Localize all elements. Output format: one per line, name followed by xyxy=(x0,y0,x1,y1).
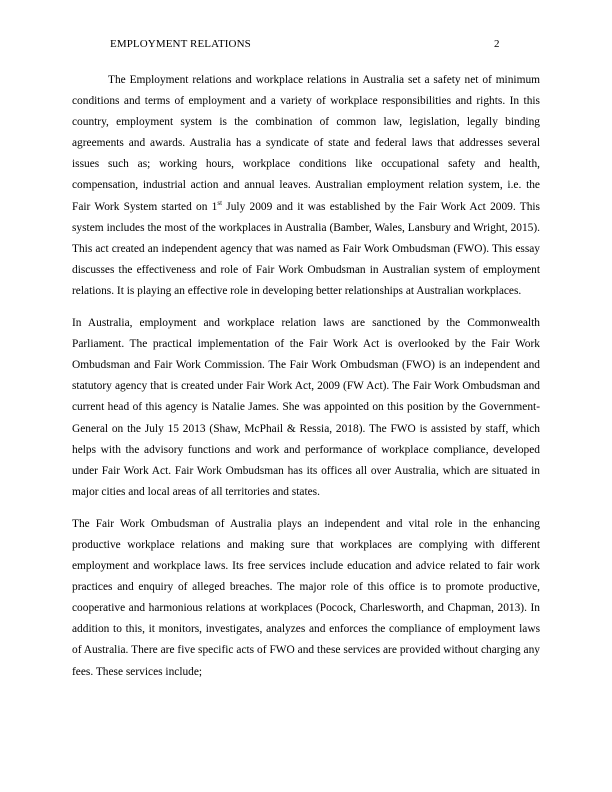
paragraph-1-end: July 2009 and it was established by the Fair Work Act 2009. This system includes the most of the workplaces in Australia (Bamber, Wales, Lansbury and Wright, 2015). This act created an independent agency that was named as Fair Work Ombudsman (FWO). This essay discusses the effectiveness and role of Fair Work Ombudsman in Australian system of employment relations. It is playing an effective role in developing better relationships at Australian workplaces. xyxy=(72,200,540,297)
running-head: EMPLOYMENT RELATIONS xyxy=(110,38,251,50)
paragraph-3: The Fair Work Ombudsman of Australia plays an independent and vital role in the enhancing productive workplace relations and making sure that workplaces are complying with different employment and workplace laws. Its free services include education and advice related to fair work practices and enquiry of alleged breaches. The major role of this office is to promote productive, cooperative and harmonious relations at workplaces (Pocock, Charlesworth, and Chapman, 2013). In addition to this, it monitors, investigates, analyzes and enforces the compliance of employment laws of Australia. There are five specific acts of FWO and these services are provided without charging any fees. These services include; xyxy=(72,517,540,678)
ordinal-superscript: st xyxy=(217,198,223,207)
page-number: 2 xyxy=(494,38,500,50)
paragraph-1 xyxy=(72,70,540,302)
paragraph-1-start: The Employment relations and workplace relations in Australia set a safety net of minimum conditions and terms of employment and a variety of workplace responsibilities and rights. In this country, employment system is the combination of common law, legislation, legally binding agreements and awards. Australia has a syndicate of state and federal laws that addresses several issues such as; working hours, workplace conditions like occupational safety and health, compensation, industrial action and annual leaves. Australian employment relation system, i.e. the Fair Work System started on 1 xyxy=(72,74,540,213)
paragraph-2: In Australia, employment and workplace relation laws are sanctioned by the Commonwealth Parliament. The practical implementation of the Fair Work Act is overlooked by the Fair Work Ombudsman and Fair Work Commission. The Fair Work Ombudsman (FWO) is an independent and statutory agency that is created under Fair Work Act, 2009 (FW Act). The Fair Work Ombudsman and current head of this agency is Natalie James. She was appointed on this position by the Government-General on the July 15 2013 (Shaw, McPhail & Ressia, 2018). The FWO is assisted by staff, which helps with the advisory functions and work and performance of workplace compliance, developed under Fair Work Act. Fair Work Ombudsman has its offices all over Australia, which are situated in major cities and local areas of all territories and states. xyxy=(72,317,540,498)
body-text xyxy=(72,70,540,694)
